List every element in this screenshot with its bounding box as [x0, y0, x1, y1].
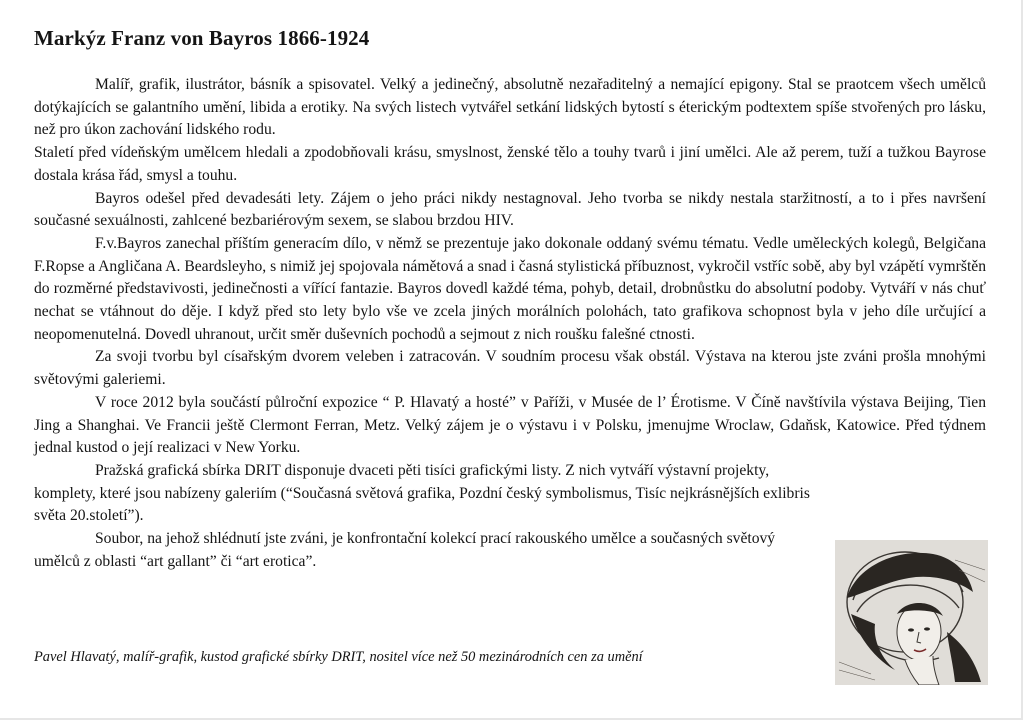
- document-title: Markýz Franz von Bayros 1866-1924: [34, 26, 370, 50]
- paragraph-work: F.v.Bayros zanechal příštím generacím dílo, v němž se prezentuje jako dokonale oddaný svému tématu. Vedle uměleckých kolegů, Belgičana F.Ropse a Angličana A. Beardsleyho, s nimiž jej spojovala námětová a snad i časná stylistická příbuznost, vykročil vstříc sobě, aby byl vzápětí vymrštěn do rozměrné představivosti, jedinečnosti a vířící fantazie. Bayros dovedl každé téma, pohyb, detail, drobnůstku do absolutní podoby. Vytváří v nás chuť nechat se vtáhnout do děje. I když před sto lety bylo vše ve zcela jiných morálních polohách, tato grafikova schopnost byla v jeho díle určující a neopomenutelná. Dovedl uhranout, určit směr duševních pochodů a sejmout z nich roušku falešné ctnosti.: [34, 234, 986, 343]
- paragraph-centuries: Staletí před vídeňským umělcem hledali a zpodobňovali krásu, smyslnost, ženské tělo a touhy tvarů i jiní umělci. Ale až perem, tuží a tužkou Bayrose dostala krása řád, smysl a touhu.: [34, 144, 986, 184]
- paragraph-legacy: Bayros odešel před devadesáti lety. Zájem o jeho práci nikdy nestagnoval. Jeho tvorba se nikdy nestala staržitností, a to i přes navršení současné sexuálnosti, zahlcené bezbariérovým sexem, se slabou brzdou HIV.: [34, 189, 986, 230]
- paragraph-collection: Pražská grafická sbírka DRIT disponuje dvaceti pěti tisíci grafickými listy. Z nich vytváří výstavní projekty, komplety, které jsou nabízeny galeriím (“Současná světová grafika, Pozdní český symbolismus, Tisíc nejkrásnějších exlibris světa 20.století”).: [34, 461, 810, 525]
- author-signature: Pavel Hlavatý, malíř-grafik, kustod grafické sbírky DRIT, nositel více než 50 mezinárodních cen za umění: [34, 649, 643, 665]
- paragraph-court: Za svoji tvorbu byl císařským dvorem veleben i zatracován. V soudním procesu však obstál. Výstava na kterou jste zváni prošla mnohými světovými galeriemi.: [34, 348, 986, 389]
- paragraph-intro: Malíř, grafik, ilustrátor, básník a spisovatel. Velký a jedinečný, absolutně nezařaditelný a nemající epigony. Stal se praotcem všech umělců dotýkajících se galantního umění, libida a erotiky. Na svých listech vytvářel setkání lidských bytostí s éterickým podtextem spíše stvořených pro lásku, než pro úkon zachování lidského rodu.: [34, 76, 986, 139]
- portrait-engraving-icon: [835, 540, 988, 685]
- paragraph-exhibitions: V roce 2012 byla součástí půlroční expozice “ P. Hlavatý a hosté” v Paříži, v Musée de l’ Érotisme. V Číně navštívila výstava Beijing, Tien Jing a Shanghai. Ve Francii ještě Clermont Ferran, Metz. Velký zájem je o výstavu i v Polsku, jmenujme Wroclaw, Gdaňsk, Katowice. Před týdnem jednal kustod o její realizaci v New Yorku.: [34, 393, 986, 457]
- article-body: [34, 74, 986, 573]
- paragraph-invitation: Soubor, na jehož shlédnutí jste zváni, je konfrontační kolekcí prací rakouského umělce a současných světový umělců z oblasti “art gallant” či “art erotica”.: [34, 530, 776, 570]
